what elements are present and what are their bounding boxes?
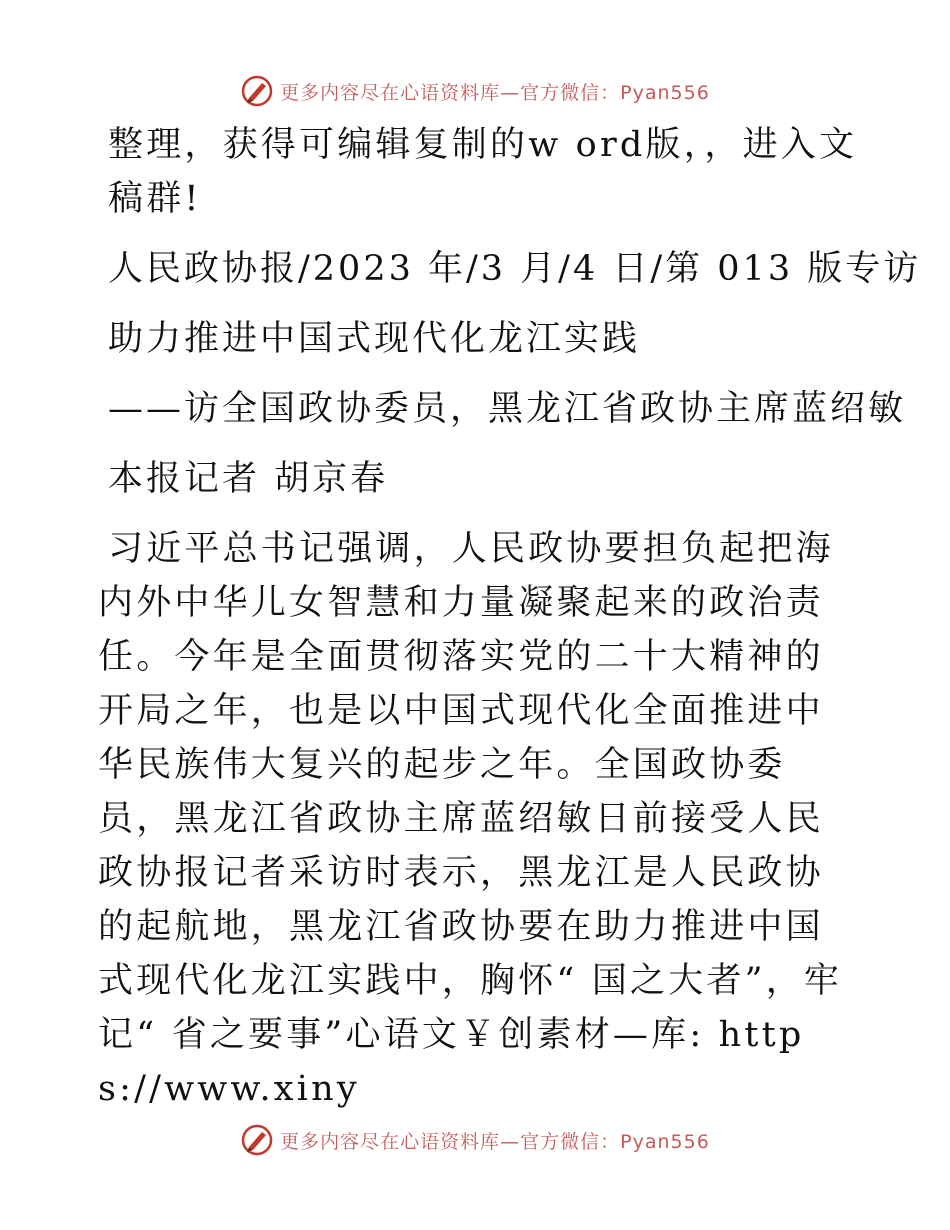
header-watermark-banner — [0, 71, 950, 111]
byline: 本报记者 胡京春 — [108, 459, 389, 499]
body-paragraph: 习近平总书记强调，人民政协要担负起把海内外中华儿女智慧和力量凝聚起来的政治责任。今年是全面贯彻落实党的二十大精神的开局之年，也是以中国式现代化全面推进中华民族伟大复兴的起步之年。全国政协委员，黑龙江省政协主席蓝绍敏日前接受人民政协报记者采访时表示，黑龙江是人民政协的起航地，黑龙江省政协要在助力推进中国式现代化龙江实践中，胸怀“ 国之大者”，牢记“ 省之要事”心语文￥创素材—库: https://www.xiny — [98, 529, 843, 1109]
headline: 助力推进中国式现代化龙江实践 — [108, 319, 641, 359]
watermark-text: 更多内容尽在心语资料库—官方微信：Pyan556 — [280, 1130, 710, 1153]
subheadline: ——访全国政协委员，黑龙江省政协主席蓝绍敏 — [108, 389, 907, 429]
red-pen-icon — [240, 1123, 274, 1157]
intro-text: 整理，获得可编辑复制的w ord版，，进入文稿群! — [108, 125, 858, 219]
document-body — [98, 118, 922, 1116]
footer-watermark-banner — [0, 1120, 950, 1160]
red-pen-icon — [240, 74, 274, 108]
watermark-text: 更多内容尽在心语资料库—官方微信：Pyan556 — [280, 81, 710, 104]
source-line: 人民政协报/2023 年/3 月/4 日/第 013 版专访 — [108, 249, 922, 289]
